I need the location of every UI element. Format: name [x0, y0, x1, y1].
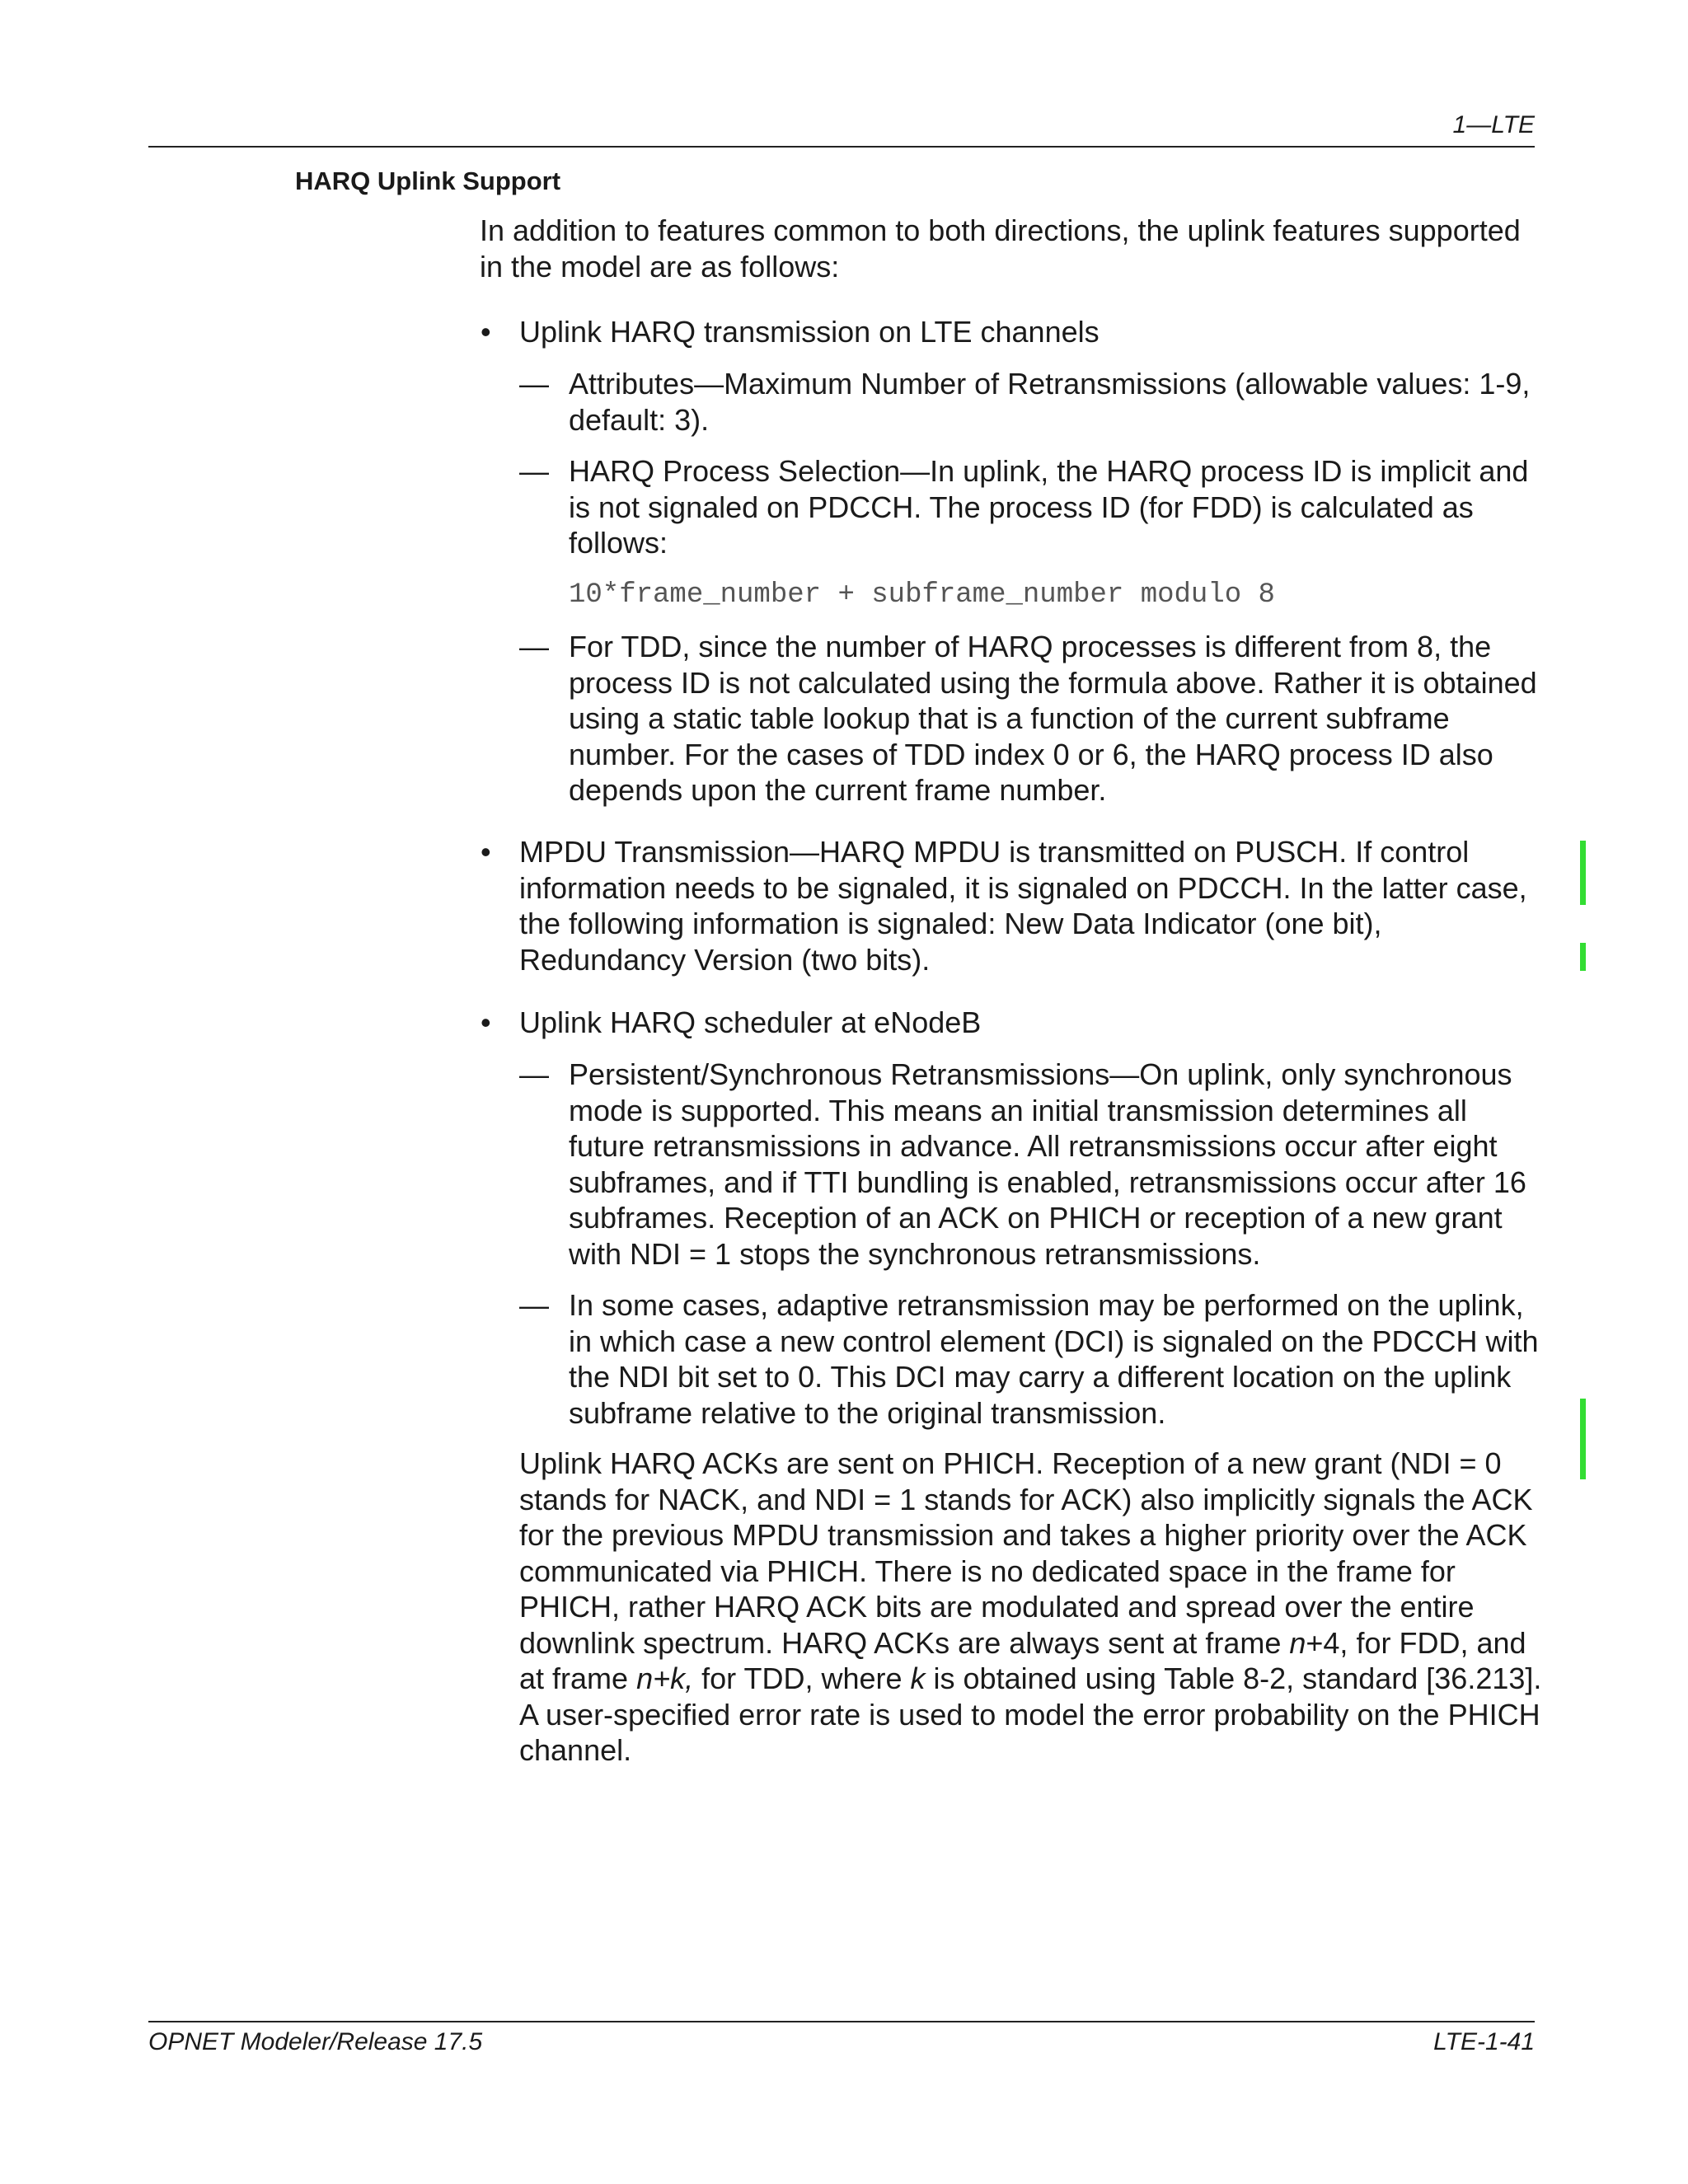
bullet-marker: • [481, 835, 491, 869]
closing-paragraph: Uplink HARQ ACKs are sent on PHICH. Reception of a new grant (NDI = 0 stands for NACK, and NDI = 1 stands for ACK) also implicitly signals the ACK for the previous MPDU transmission and takes a higher priority over the ACK communicated via PHICH. There is no dedicated space in the frame for PHICH, rather HARQ ACK bits are modulated and spread over the entire downlink spectrum. HARQ ACKs are always sent at frame n+4, for FDD, and at frame n+k, for TDD, where k is obtained using Table 8-2, standard [36.213]. A user-specified error rate is used to model the error probability on the PHICH channel. [519, 1446, 1542, 1767]
change-bar [1580, 841, 1586, 905]
change-bar [1580, 1399, 1586, 1479]
dash-marker: — [519, 454, 549, 488]
bullet-marker: • [481, 315, 491, 349]
dash-marker: — [519, 1057, 549, 1091]
sub-item-attributes: Attributes—Maximum Number of Retransmissions (allowable values: 1-9, default: 3). [569, 367, 1531, 437]
intro-paragraph: In addition to features common to both directions, the uplink features supported in the model are as follows: [480, 213, 1521, 284]
change-bar [1580, 943, 1586, 971]
sub-item-adaptive-retransmission: In some cases, adaptive retransmission may be performed on the uplink, in which case a new control element (DCI) is signaled on the PDCCH with the NDI bit set to 0. This DCI may carry a different location on the uplink subframe relative to the original transmission. [569, 1288, 1539, 1430]
running-header: 1—LTE [1452, 111, 1535, 138]
footer-product: OPNET Modeler/Release 17.5 [148, 2028, 483, 2055]
sub-item-tdd: For TDD, since the number of HARQ processes is different from 8, the process ID is not calculated using the formula above. Rather it is obtained using a static table lookup that is a function of the current subframe number. For the cases of TDD index 0 or 6, the HARQ process ID also depends upon the current frame number. [569, 630, 1537, 807]
bullet-marker: • [481, 1005, 491, 1039]
bullet-item-uplink-harq: Uplink HARQ transmission on LTE channels [519, 315, 1100, 349]
formula-code: 10*frame_number + subframe_number modulo 8 [569, 579, 1275, 611]
bullet-item-scheduler: Uplink HARQ scheduler at eNodeB [519, 1005, 982, 1039]
sub-item-persistent-retransmissions: Persistent/Synchronous Retransmissions—On uplink, only synchronous mode is supported. This means an initial transmission determines all future retransmissions in advance. All retransmissions occur after eight subframes, and if TTI bundling is enabled, retransmissions occur after 16 subframes. Reception of an ACK on PHICH or reception of a new grant with NDI = 1 stops the synchronous retransmissions. [569, 1057, 1526, 1271]
bullet-item-mpdu-transmission: MPDU Transmission—HARQ MPDU is transmitted on PUSCH. If control information needs to be signaled, it is signaled on PDCCH. In the latter case, the following information is signaled: New Data Indicator (one bit), Redundancy Version (two bits). [519, 835, 1527, 977]
dash-marker: — [519, 630, 549, 663]
sub-item-process-selection: HARQ Process Selection—In uplink, the HARQ process ID is implicit and is not signaled on PDCCH. The process ID (for FDD) is calculated as follows: [569, 454, 1529, 560]
section-title: HARQ Uplink Support [295, 166, 561, 195]
footer-page-number: LTE-1-41 [1433, 2028, 1535, 2055]
dash-marker: — [519, 367, 549, 401]
header-rule [148, 146, 1535, 148]
dash-marker: — [519, 1288, 549, 1322]
footer-rule [148, 2021, 1535, 2022]
